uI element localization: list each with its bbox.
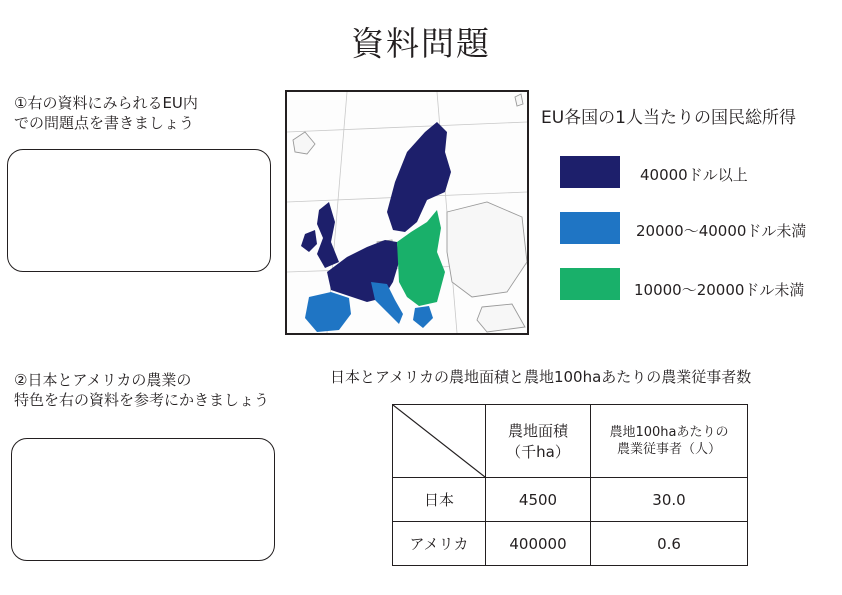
legend-label-low: 10000〜20000ドル未満: [634, 281, 805, 299]
map-region-iberia: [305, 292, 351, 332]
answer-box-2[interactable]: [11, 438, 275, 561]
legend-label-mid: 20000〜40000ドル未満: [636, 222, 807, 240]
europe-map-svg: [287, 92, 527, 333]
row-workers: 0.6: [591, 522, 748, 566]
table-row: [393, 522, 748, 566]
legend-swatch-high: [560, 156, 620, 188]
legend-label-high: 40000ドル以上: [640, 166, 748, 184]
question-1-line-1: ①右の資料にみられるEU内: [14, 94, 198, 112]
row-area: 4500: [486, 478, 591, 522]
row-area: 400000: [486, 522, 591, 566]
question-1: [14, 93, 198, 133]
legend-swatch-low: [560, 268, 620, 300]
header-farmland-area-line-1: 農地面積: [507, 422, 568, 440]
eu-income-map: [285, 90, 529, 335]
question-2-line-2: 特色を右の資料を参考にかきましょう: [14, 391, 270, 409]
map-region-uk: [317, 202, 339, 268]
row-country: 日本: [393, 478, 486, 522]
table-row: [393, 478, 748, 522]
map-region-nordic: [387, 122, 451, 232]
header-workers: [591, 405, 748, 478]
answer-box-1[interactable]: [7, 149, 271, 272]
header-farmland-area: [486, 405, 591, 478]
table-corner-cell: [393, 405, 486, 478]
question-2: [14, 370, 269, 410]
map-region-greece: [413, 306, 433, 328]
legend-swatch-mid: [560, 212, 620, 244]
farm-table: [392, 404, 748, 566]
header-workers-line-2: 農業従事者（人）: [616, 442, 721, 457]
table-header-row: [393, 405, 748, 478]
header-workers-line-1: 農地100haあたりの: [609, 425, 729, 440]
header-farmland-area-line-2: （千ha）: [506, 443, 570, 461]
table-title: 日本とアメリカの農地面積と農地100haあたりの農業従事者数: [330, 368, 752, 386]
question-1-line-2: での問題点を書きましょう: [14, 114, 195, 132]
question-2-line-1: ②日本とアメリカの農業の: [14, 371, 192, 389]
map-region-italy: [371, 282, 403, 324]
row-workers: 30.0: [591, 478, 748, 522]
page-title: 資料問題: [351, 24, 491, 63]
row-country: アメリカ: [393, 522, 486, 566]
map-region-ireland: [301, 230, 317, 252]
diagonal-line: [393, 405, 485, 477]
map-legend-title: EU各国の1人当たりの国民総所得: [541, 108, 796, 128]
